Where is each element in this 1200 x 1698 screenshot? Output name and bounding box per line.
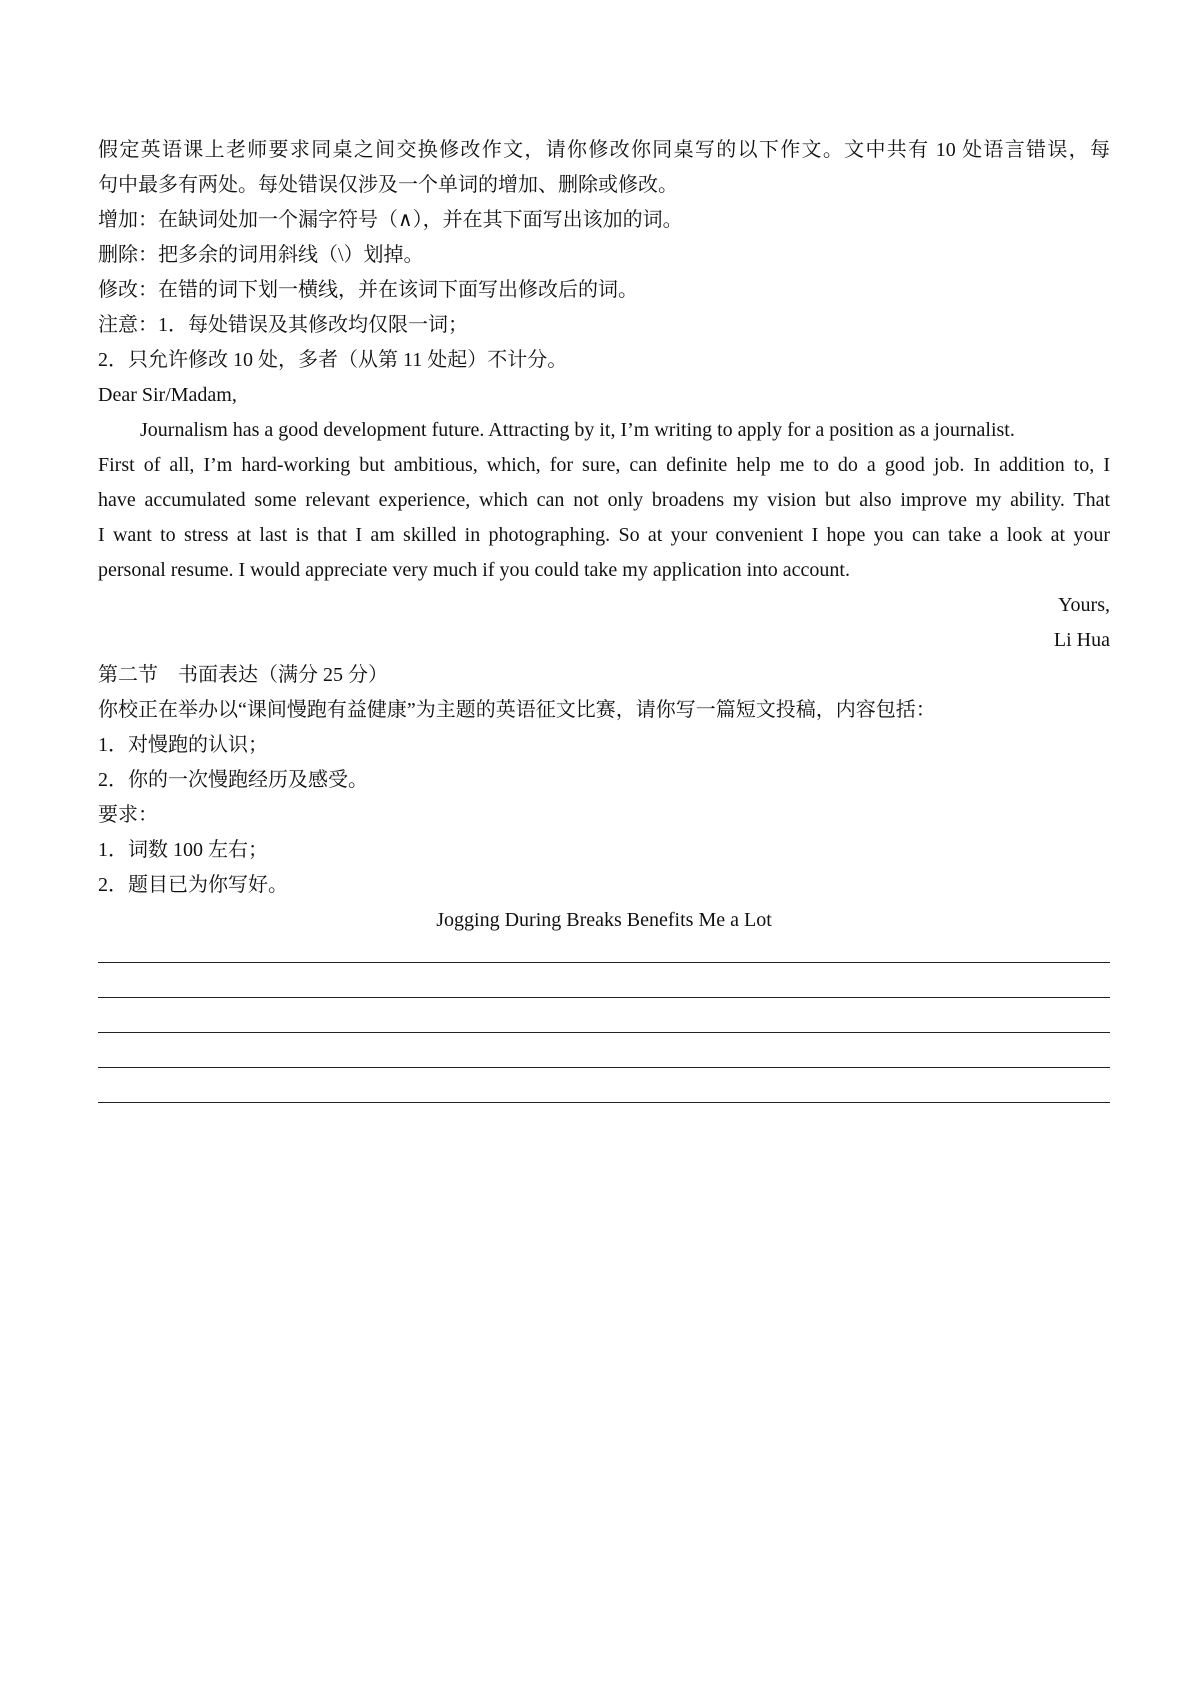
answer-line bbox=[98, 1102, 1110, 1103]
requirement-2: 2．题目已为你写好。 bbox=[98, 874, 288, 896]
letter-salutation: Dear Sir/Madam, bbox=[98, 384, 237, 406]
letter-body-line-1: Journalism has a good development future. Attracting by it, I’m writing to apply for a position as a journalist. bbox=[140, 419, 1015, 441]
section2-heading: 第二节 书面表达（满分 25 分） bbox=[98, 664, 388, 686]
requirement-1: 1．词数 100 左右； bbox=[98, 839, 268, 861]
answer-line bbox=[98, 962, 1110, 963]
section2-prompt: 你校正在举办以“课间慢跑有益健康”为主题的英语征文比赛，请你写一篇短文投稿，内容包括： bbox=[98, 699, 936, 721]
instruction-add-rule: 增加：在缺词处加一个漏字符号（∧），并在其下面写出该加的词。 bbox=[98, 209, 683, 231]
requirements-label: 要求： bbox=[98, 804, 158, 826]
instruction-line-2: 句中最多有两处。每处错误仅涉及一个单词的增加、删除或修改。 bbox=[98, 174, 678, 196]
letter-body-line-3: have accumulated some relevant experience, which can not only broadens my vision but also improve my ability. That bbox=[98, 489, 1110, 511]
answer-line bbox=[98, 1032, 1110, 1033]
instruction-note-1: 注意：1．每处错误及其修改均仅限一词； bbox=[98, 314, 468, 336]
letter-closing: Yours, bbox=[1058, 594, 1110, 616]
instruction-note-2: 2．只允许修改 10 处，多者（从第 11 处起）不计分。 bbox=[98, 349, 568, 371]
essay-title: Jogging During Breaks Benefits Me a Lot bbox=[436, 909, 772, 931]
content-point-1: 1．对慢跑的认识； bbox=[98, 734, 268, 756]
content-point-2: 2．你的一次慢跑经历及感受。 bbox=[98, 769, 368, 791]
instruction-line-1: 假定英语课上老师要求同桌之间交换修改作文，请你修改你同桌写的以下作文。文中共有 10 处语言错误，每 bbox=[98, 139, 1110, 161]
letter-signature: Li Hua bbox=[1053, 629, 1110, 651]
instruction-delete-rule: 删除：把多余的词用斜线（\）划掉。 bbox=[98, 244, 424, 266]
letter-body-line-2: First of all, I’m hard-working but ambitious, which, for sure, can definite help me to do a good job. In addition to, I bbox=[98, 454, 1110, 476]
answer-line bbox=[98, 997, 1110, 998]
answer-line bbox=[98, 1067, 1110, 1068]
letter-body-line-4: I want to stress at last is that I am skilled in photographing. So at your convenient I hope you can take a look at your bbox=[98, 524, 1110, 546]
instruction-modify-rule: 修改：在错的词下划一横线，并在该词下面写出修改后的词。 bbox=[98, 279, 638, 301]
letter-body-line-5: personal resume. I would appreciate very much if you could take my application into account. bbox=[98, 559, 850, 581]
